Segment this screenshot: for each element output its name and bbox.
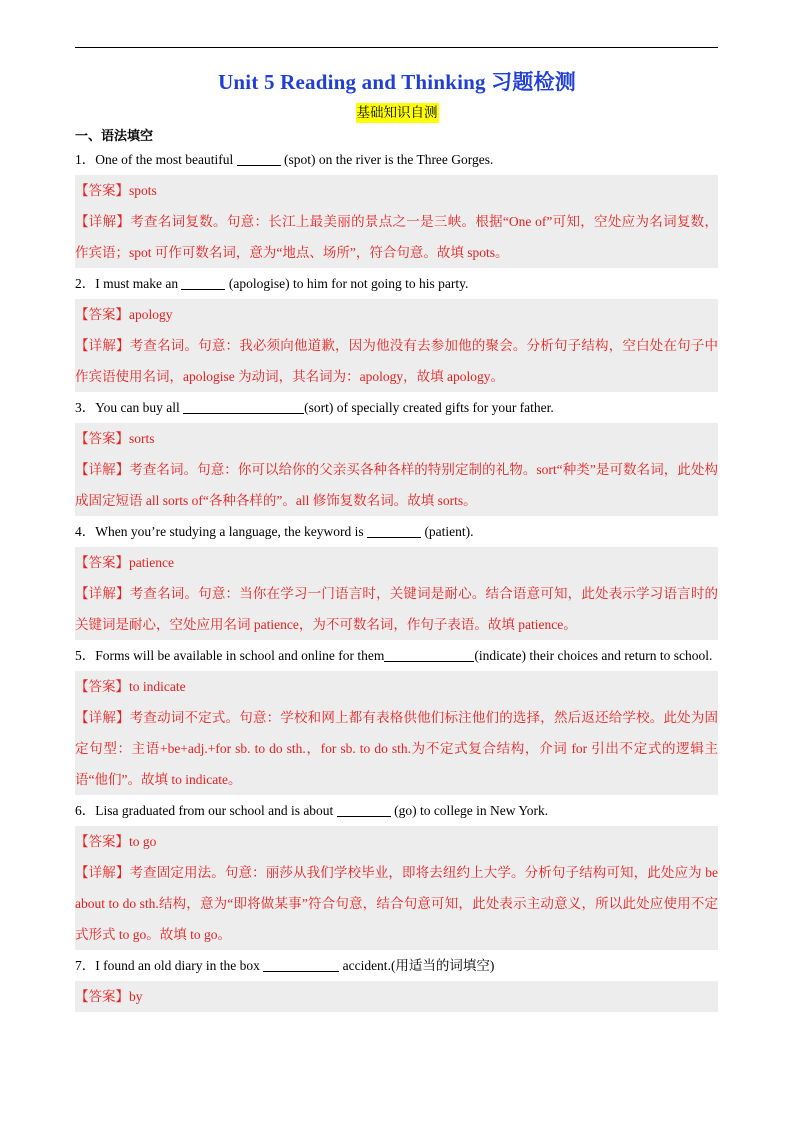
answer-blank	[337, 802, 391, 817]
question-text: 3．You can buy all (sort) of specially created gifts for your father.	[75, 400, 554, 415]
answer-blank	[183, 399, 304, 414]
question-list	[75, 144, 718, 1012]
page-subtitle: 基础知识自测	[356, 105, 438, 121]
answer-box	[75, 547, 718, 640]
answer-text: 【答案】to go	[75, 834, 157, 849]
answer-box	[75, 826, 718, 950]
answer-detail: 【详解】考查名词复数。句意：长江上最美丽的景点之一是三峡。根据“One of”可知，空处应为名词复数，作宾语；spot 可作可数名词，意为“地点、场所”，符合句意。故填 spots。	[75, 214, 718, 260]
header-rule	[75, 47, 718, 48]
answer-detail: 【详解】考查固定用法。句意：丽莎从我们学校毕业，即将去纽约上大学。分析句子结构可知，此处应为 be about to do sth.结构，意为“即将做某事”符合句意，结合句意可知，此处表示主动意义，所以此处应使用不定式形式 to go。故填 to go。	[75, 865, 718, 942]
question-item	[75, 950, 718, 1012]
answer-blank	[181, 275, 225, 290]
question-text: 4．When you’re studying a language, the keyword is (patient).	[75, 524, 474, 539]
answer-box	[75, 671, 718, 795]
question-text: 7．I found an old diary in the box accident.(用适当的词填空)	[75, 958, 495, 973]
question-text: 5．Forms will be available in school and online for them (indicate) their choices and return to school.	[75, 648, 713, 663]
answer-text: 【答案】patience	[75, 555, 174, 570]
answer-box	[75, 299, 718, 392]
question-item	[75, 268, 718, 392]
subtitle-wrap	[0, 103, 794, 123]
answer-blank	[367, 523, 421, 538]
question-text: 6．Lisa graduated from our school and is about (go) to college in New York.	[75, 803, 549, 818]
page-title: Unit 5 Reading and Thinking 习题检测	[218, 70, 576, 94]
answer-text: 【答案】spots	[75, 183, 157, 198]
question-item	[75, 640, 718, 795]
section-heading: 一、语法填空	[75, 129, 154, 144]
answer-blank	[237, 151, 281, 166]
answer-detail: 【详解】考查名词。句意：当你在学习一门语言时，关键词是耐心。结合语意可知，此处表示学习语言时的关键词是耐心，空处应用名词 patience，为不可数名词，作句子表语。故填 patience。	[75, 586, 718, 632]
question-item	[75, 795, 718, 950]
answer-box	[75, 175, 718, 268]
answer-text: 【答案】sorts	[75, 431, 155, 446]
question-item	[75, 392, 718, 516]
question-text: 2．I must make an (apologise) to him for not going to his party.	[75, 276, 469, 291]
answer-text: 【答案】by	[75, 989, 143, 1004]
answer-text: 【答案】to indicate	[75, 679, 186, 694]
answer-detail: 【详解】考查动词不定式。句意：学校和网上都有表格供他们标注他们的选择，然后返还给学校。此处为固定句型：主语+be+adj.+for sb. to do sth.，for sb. to do sth.为不定式复合结构，介词 for 引出不定式的逻辑主语“他们”。故填 to indicate。	[75, 710, 718, 787]
answer-box	[75, 423, 718, 516]
answer-blank	[263, 957, 339, 972]
answer-box	[75, 981, 718, 1012]
question-text: 1．One of the most beautiful (spot) on the river is the Three Gorges.	[75, 152, 494, 167]
question-item	[75, 144, 718, 268]
question-item	[75, 516, 718, 640]
answer-detail: 【详解】考查名词。句意：我必须向他道歉，因为他没有去参加他的聚会。分析句子结构，空白处在句子中作宾语使用名词，apologise 为动词，其名词为：apology，故填 apology。	[75, 338, 718, 384]
answer-text: 【答案】apology	[75, 307, 173, 322]
answer-blank	[384, 647, 474, 662]
answer-detail: 【详解】考查名词。句意：你可以给你的父亲买各种各样的特别定制的礼物。sort“种类”是可数名词，此处构成固定短语 all sorts of“各种各样的”。all 修饰复数名词。故填 sorts。	[75, 462, 718, 508]
